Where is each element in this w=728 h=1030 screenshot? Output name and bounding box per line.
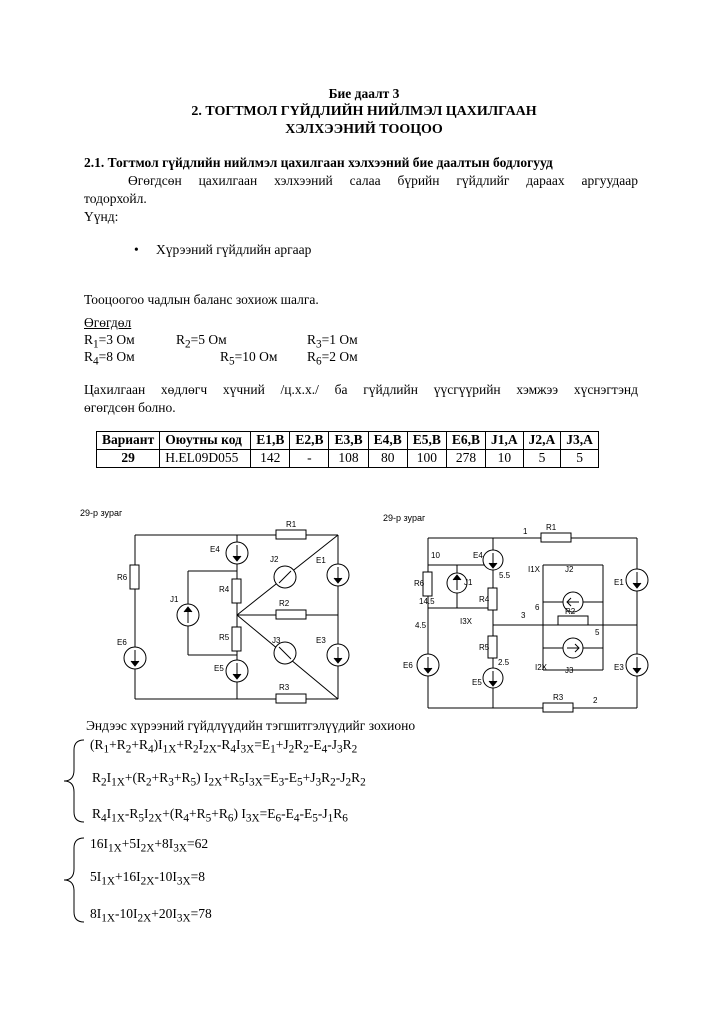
- table-cell: 5: [561, 450, 599, 468]
- label-e5: E5: [214, 664, 224, 673]
- section-heading: 2.1. Тогтмол гүйдлийн нийлмэл цахилгаан хэлхээний бие даалтын бодлогууд: [84, 155, 553, 170]
- table-header-cell: E6,B: [446, 432, 485, 450]
- label-i3x: I3X: [460, 617, 473, 626]
- label-node-5: 5: [595, 628, 600, 637]
- table-header-cell: E1,B: [251, 432, 290, 450]
- label-r6: R6: [117, 573, 128, 582]
- label-j2: J2: [270, 555, 279, 564]
- label-i1x: I1X: [528, 565, 541, 574]
- label-r5: R5: [219, 633, 230, 642]
- equation-3: $R_4I_{1X}-R_5I_{2X}+(R_4+R_5+R_6)$ $I_{3X}=E_6-E_4-E_5-J_1R_6$: [92, 806, 348, 825]
- label-e1: E1: [316, 556, 326, 565]
- equations-intro: Эндээс хүрээний гүйдлүүдийн тэгшитгэлүүдийг зохионо: [86, 718, 416, 733]
- label-j3: J3: [272, 636, 281, 645]
- label-e4: E4: [210, 545, 220, 554]
- label-node-14-5: 14.5: [419, 597, 435, 606]
- label-r4: R4: [219, 585, 230, 594]
- figure-caption: 29-р зураг: [383, 513, 426, 523]
- task-number: Бие даалт 3: [328, 86, 400, 101]
- table-header-cell: J3,A: [561, 432, 599, 450]
- given-r4: $R_4=8$ Ом: [84, 349, 135, 368]
- label-r6: R6: [414, 579, 425, 588]
- label-node-4-5: 4.5: [415, 621, 427, 630]
- label-e6: E6: [117, 638, 127, 647]
- chapter-title-line1: 2. ТОГТМОЛ ГҮЙДЛИЙН НИЙЛМЭЛ ЦАХИЛГААН: [191, 104, 537, 119]
- label-node-5-5: 5.5: [499, 571, 511, 580]
- label-node-2: 2: [593, 696, 598, 705]
- label-e3: E3: [316, 636, 326, 645]
- paragraph-line: тодорхойл.: [84, 191, 147, 206]
- left-brace-icon: [60, 836, 88, 924]
- given-r5: $R_5=10$ Ом: [220, 349, 278, 368]
- label-e4: E4: [473, 551, 483, 560]
- circuit-diagram-right: [383, 510, 661, 720]
- table-cell: Н.EL09D055: [160, 450, 251, 468]
- table-cell: 5: [523, 450, 561, 468]
- table-cell: 108: [329, 450, 368, 468]
- label-e1: E1: [614, 578, 624, 587]
- label-j1: J1: [464, 578, 473, 587]
- table-cell: 10: [486, 450, 524, 468]
- label-r5: R5: [479, 643, 490, 652]
- label-node-3: 3: [521, 611, 526, 620]
- equation-6: $8I_{1X}-10I_{2X}+20I_{3X}=78$: [90, 906, 212, 925]
- table-row: [97, 450, 599, 468]
- table-header-cell: J1,A: [486, 432, 524, 450]
- label-node-1: 1: [523, 527, 528, 536]
- bullet-item: Хүрээний гүйдлийн аргаар: [156, 242, 312, 257]
- equation-2: $R_2I_{1X}+(R_2+R_3+R_5)$ $I_{2X}+R_5I_{3X}=E_3-E_5+J_3R_2-J_2R_2$: [92, 770, 366, 789]
- given-r2: $R_2=5$ Ом: [176, 332, 227, 351]
- label-j3: J3: [565, 666, 574, 675]
- label-r3: R3: [553, 693, 564, 702]
- table-header-cell: E4,B: [368, 432, 407, 450]
- table-cell: 29: [97, 450, 160, 468]
- label-e3: E3: [614, 663, 624, 672]
- label-node-2-5: 2.5: [498, 658, 510, 667]
- label-e5: E5: [472, 678, 482, 687]
- table-header-cell: E5,B: [407, 432, 446, 450]
- equation-1: $(R_1+R_2+R_4)I_{1X}+R_2I_{2X}-R_4I_{3X}=E_1+J_2R_2-E_4-J_3R_2$: [90, 737, 358, 756]
- label-r2: R2: [279, 599, 290, 608]
- label-j1: J1: [170, 595, 179, 604]
- paragraph-line: Цахилгаан хөдлөгч хүчний /ц.х.х./ ба гүйдлийн үүсгүүрийн хэмжээ хүснэгтэнд: [84, 382, 638, 397]
- given-r1: $R_1=3$ Ом: [84, 332, 135, 351]
- equation-4: $16I_{1X}+5I_{2X}+8I_{3X}=62$: [90, 836, 209, 855]
- paragraph-line: Өгөгдсөн цахилгаан хэлхээний салаа бүрийн гүйдлийг дараах аргуудаар: [128, 173, 638, 188]
- table-cell: 278: [446, 450, 485, 468]
- check-text: Тооцоогоо чадлын баланс зохиож шалга.: [84, 292, 319, 307]
- equation-5: $5I_{1X}+16I_{2X}-10I_{3X}=8$: [90, 869, 205, 888]
- label-e6: E6: [403, 661, 413, 670]
- paragraph-line: өгөгдсөн болно.: [84, 400, 176, 415]
- chapter-title-line2: ХЭЛХЭЭНИЙ ТООЦОО: [285, 122, 443, 137]
- label-r1: R1: [286, 520, 297, 529]
- paragraph-line: Үүнд:: [84, 209, 119, 224]
- label-r3: R3: [279, 683, 290, 692]
- table-header-cell: J2,A: [523, 432, 561, 450]
- given-r6: $R_6=2$ Ом: [307, 349, 358, 368]
- label-i2x: I2X: [535, 663, 548, 672]
- table-header-cell: Оюутны код: [160, 432, 251, 450]
- table-header-row: [97, 432, 599, 450]
- table-header-cell: Вариант: [97, 432, 160, 450]
- label-r4: R4: [479, 595, 490, 604]
- label-r1: R1: [546, 523, 557, 532]
- label-r2: R2: [565, 607, 576, 616]
- circuit-diagram-left: [80, 505, 360, 715]
- label-j2: J2: [565, 565, 574, 574]
- left-brace-icon: [60, 738, 88, 824]
- variant-table: [96, 431, 599, 468]
- table-cell: 80: [368, 450, 407, 468]
- label-node-10: 10: [431, 551, 440, 560]
- table-cell: 142: [251, 450, 290, 468]
- figure-caption: 29-р зураг: [80, 508, 123, 518]
- table-header-cell: E3,B: [329, 432, 368, 450]
- table-header-cell: E2,B: [290, 432, 329, 450]
- given-r3: $R_3=1$ Ом: [307, 332, 358, 351]
- table-cell: -: [290, 450, 329, 468]
- bullet-icon: •: [134, 242, 139, 257]
- given-heading: Өгөгдөл: [84, 315, 132, 330]
- label-node-6: 6: [535, 603, 540, 612]
- table-cell: 100: [407, 450, 446, 468]
